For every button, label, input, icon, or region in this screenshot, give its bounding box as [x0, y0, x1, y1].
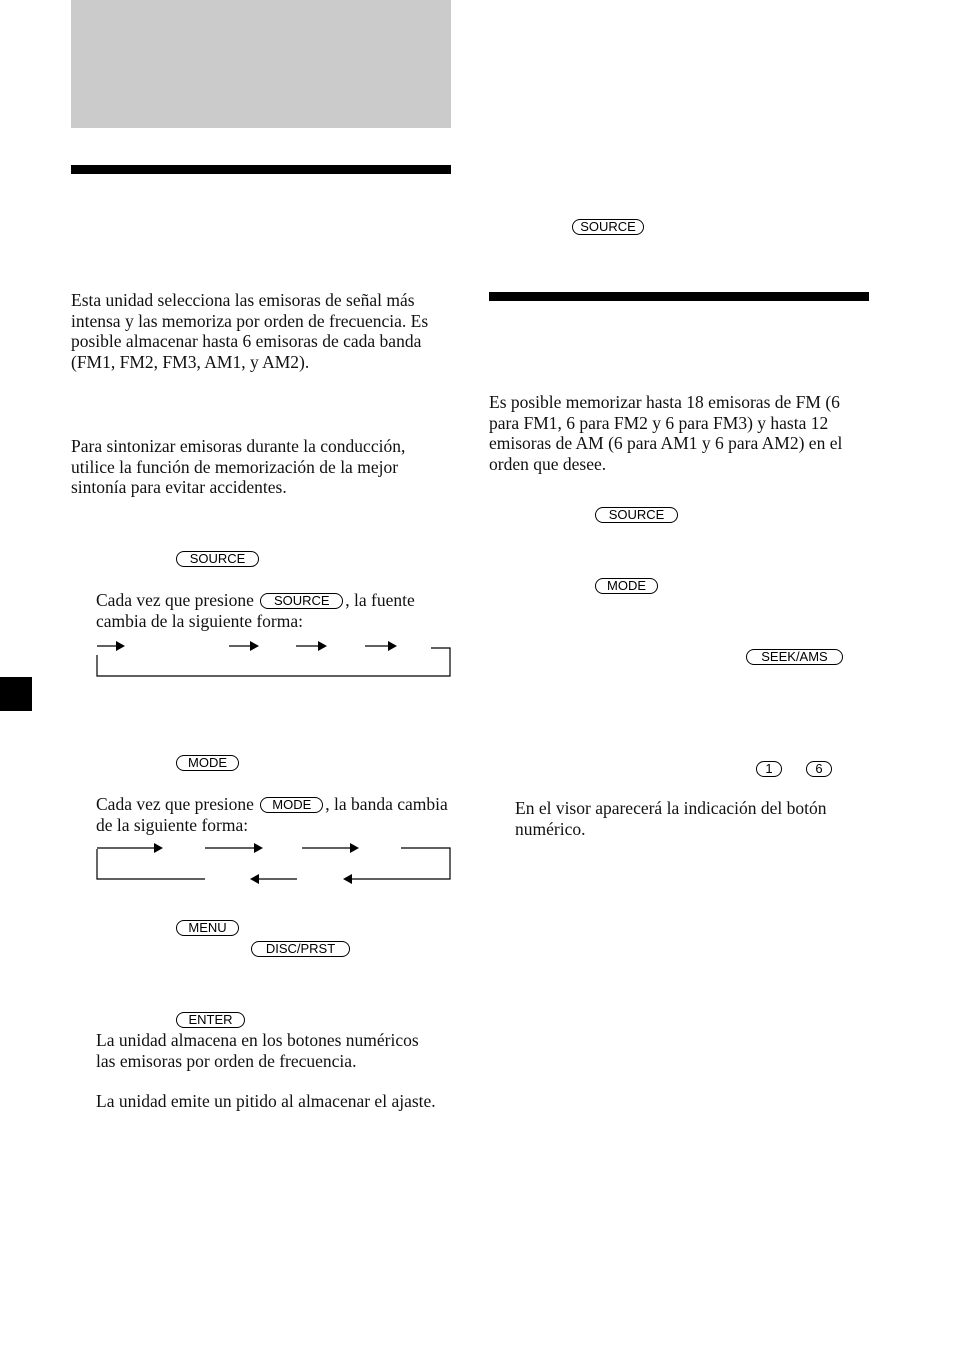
step2-text-post: , la banda cambia de la siguiente forma: — [96, 794, 448, 835]
seek-ams-button-label: SEEK/AMS — [746, 649, 843, 665]
number-button-6: 6 — [806, 761, 832, 777]
enter-button-label: ENTER — [176, 1012, 245, 1028]
source-button-step1: SOURCE — [595, 507, 678, 523]
source-button-top-right: SOURCE — [572, 219, 644, 235]
number-button-1: 1 — [756, 761, 782, 777]
step4-description: La unidad almacena en los botones numéricos las emisoras por orden de frecuencia. — [96, 1030, 419, 1071]
step2-text-pre: Cada vez que presione — [96, 794, 254, 814]
step4-beep-note: La unidad emite un pitido al almacenar el ajaste. — [96, 1091, 436, 1111]
warning-paragraph: Para sintonizar emisoras durante la conducción, utilice la función de memorización de la mejor sintonía para evitar accidentes. — [71, 436, 406, 498]
disc-prst-button-label: DISC/PRST — [251, 941, 350, 957]
step1-text-post: , la fuente cambia de la siguiente forma: — [96, 590, 415, 631]
intro-paragraph: Esta unidad selecciona las emisoras de señal más intensa y las memoriza por orden de frecuencia. Es posible almacenar hasta 6 emisoras de cada banda (FM1, FM2, FM3, AM1, y AM2). — [71, 290, 429, 372]
preset-intro-paragraph: Es posible memorizar hasta 18 emisoras de FM (6 para FM1, 6 para FM2 y 6 para FM3) y hasta 12 emisoras de AM (6 para AM1 y 6 para AM2) en el orden que desee. — [489, 392, 843, 474]
preset-step4-description: En el visor aparecerá la indicación del botón numérico. — [515, 798, 827, 839]
step1-text-pre: Cada vez que presione — [96, 590, 254, 610]
menu-button-label: MENU — [176, 920, 239, 936]
mode-button-step2: MODE — [595, 578, 658, 594]
mode-button-label: MODE — [176, 755, 239, 771]
mode-button-inline: MODE — [260, 797, 323, 813]
source-button-inline: SOURCE — [260, 593, 343, 609]
source-button-label: SOURCE — [176, 551, 259, 567]
